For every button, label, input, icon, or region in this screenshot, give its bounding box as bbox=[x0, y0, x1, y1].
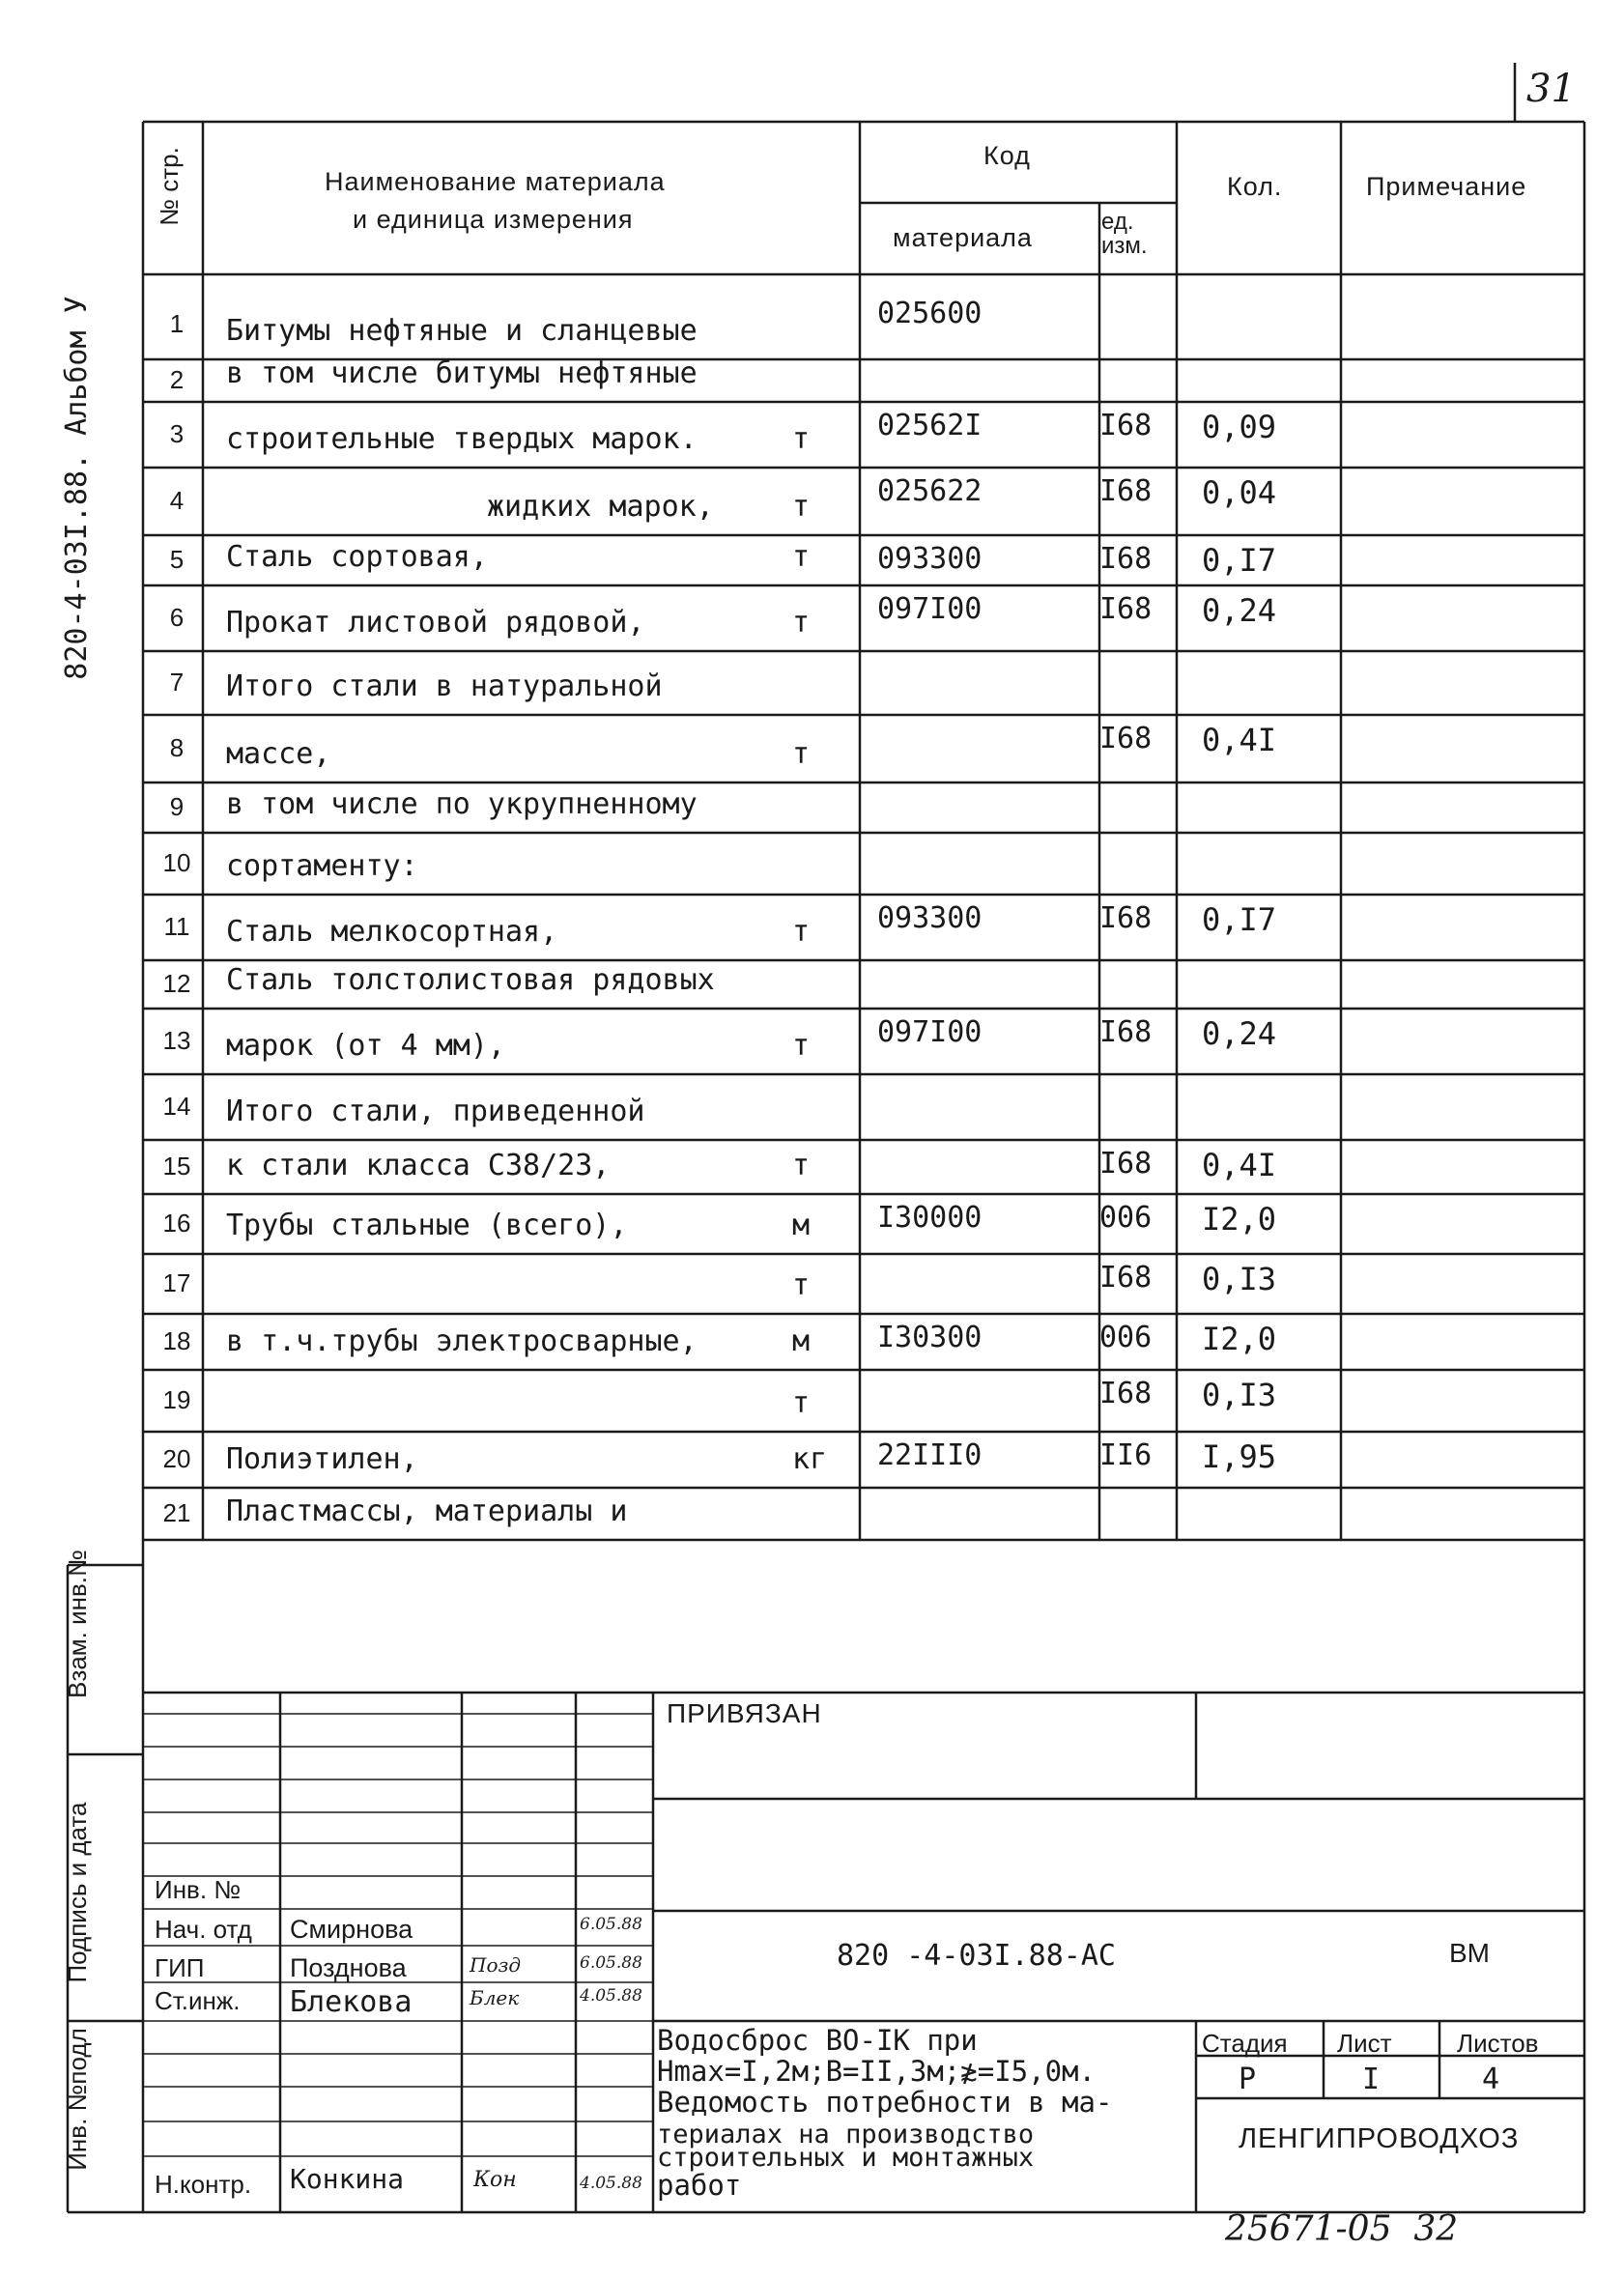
material-name: в том числе битумы нефтяные bbox=[226, 356, 698, 390]
stamp-sheets-label: Листов bbox=[1457, 2029, 1539, 2058]
signer-date: 6.05.88 bbox=[580, 1915, 642, 1934]
unit-code: I68 bbox=[1099, 542, 1153, 576]
row-number: 7 bbox=[169, 668, 185, 697]
row-number: 1 bbox=[169, 309, 185, 338]
row-number: 17 bbox=[162, 1268, 191, 1297]
signer-name: Позднова bbox=[290, 1953, 407, 1982]
material-name: Итого стали в натуральной bbox=[226, 669, 663, 703]
stamp-control-name: Конкина bbox=[290, 2163, 405, 2195]
row-number: 9 bbox=[169, 792, 185, 821]
row-number: 2 bbox=[169, 365, 185, 394]
material-code: I30300 bbox=[877, 1321, 983, 1354]
material-name: Сталь толстолистовая рядовых bbox=[226, 963, 715, 997]
row-number: 10 bbox=[162, 848, 191, 877]
header-name-line2: и единица измерения bbox=[353, 205, 634, 234]
material-name: строительные твердых марок. bbox=[226, 422, 698, 456]
page-number: 31 bbox=[1526, 67, 1576, 111]
stamp-stage-value: Р bbox=[1239, 2063, 1257, 2096]
title-line: Водосброс ВО-IК при bbox=[657, 2024, 978, 2057]
unit-of-measure: т bbox=[792, 737, 811, 771]
stamp-mark: ВМ bbox=[1449, 1938, 1490, 1968]
stamp-privyazan: ПРИВЯЗАН bbox=[667, 1698, 822, 1728]
material-code: 02562I bbox=[877, 409, 983, 442]
row-number: 13 bbox=[162, 1026, 191, 1055]
signer-signature: Блек bbox=[470, 1986, 520, 2009]
signer-name: Блекова bbox=[290, 1985, 413, 2019]
material-name: Итого стали, приведенной bbox=[226, 1095, 645, 1128]
margin-inv-podl: Инв. №подл bbox=[63, 2028, 92, 2171]
header-row-number: № стр. bbox=[155, 147, 184, 226]
unit-code: I68 bbox=[1099, 592, 1153, 626]
material-code: 22III0 bbox=[877, 1438, 983, 1472]
material-name: Сталь мелкосортная, bbox=[226, 915, 558, 949]
row-number: 18 bbox=[162, 1326, 191, 1355]
stamp-sheet-label: Лист bbox=[1337, 2029, 1392, 2058]
material-name: Сталь сортовая, bbox=[226, 540, 488, 574]
unit-code: I68 bbox=[1099, 409, 1153, 442]
material-name: в т.ч.трубы электросварные, bbox=[226, 1324, 698, 1358]
signer-role: Ст.инж. bbox=[155, 1986, 241, 2015]
material-name: марок (от 4 мм), bbox=[226, 1029, 505, 1063]
material-name: Битумы нефтяные и сланцевые bbox=[226, 314, 698, 348]
unit-of-measure: м bbox=[792, 1209, 811, 1242]
quantity: 0,09 bbox=[1202, 409, 1277, 445]
unit-of-measure: т bbox=[792, 1386, 811, 1420]
material-name: массе, bbox=[226, 737, 331, 771]
header-code-material: материала bbox=[893, 223, 1033, 252]
unit-of-measure: м bbox=[792, 1324, 811, 1358]
material-name: Полиэтилен, bbox=[226, 1442, 418, 1476]
unit-of-measure: кг bbox=[792, 1442, 828, 1476]
row-number: 11 bbox=[163, 912, 190, 941]
quantity: 0,4I bbox=[1202, 1147, 1277, 1183]
unit-of-measure: т bbox=[792, 490, 811, 524]
title-line: Hmax=I,2м;B=II,3м;≵=I5,0м. bbox=[657, 2055, 1096, 2088]
signer-date: 6.05.88 bbox=[580, 1953, 642, 1973]
row-number: 16 bbox=[162, 1209, 191, 1238]
stamp-designation: 820 -4-03I.88-АС bbox=[837, 1939, 1116, 1973]
material-name: Прокат листовой рядовой, bbox=[226, 606, 645, 640]
material-name: в том числе по укрупненному bbox=[226, 787, 698, 821]
unit-code: I68 bbox=[1099, 901, 1153, 935]
signer-name: Смирнова bbox=[290, 1915, 413, 1944]
stamp-sheets-value: 4 bbox=[1482, 2063, 1500, 2096]
material-code: 025622 bbox=[877, 474, 983, 508]
row-number: 12 bbox=[162, 969, 191, 998]
row-number: 5 bbox=[169, 545, 185, 574]
stamp-control-date: 4.05.88 bbox=[580, 2174, 642, 2193]
quantity: 0,24 bbox=[1202, 1015, 1277, 1052]
unit-of-measure: т bbox=[792, 1149, 811, 1182]
unit-code: I68 bbox=[1099, 474, 1153, 508]
bottom-archive-number: 25671-05 32 bbox=[1225, 2209, 1459, 2249]
row-number: 14 bbox=[162, 1092, 191, 1121]
quantity: 0,04 bbox=[1202, 474, 1277, 511]
margin-podpis-data: Подпись и дата bbox=[63, 1802, 92, 1983]
title-line: Ведомость потребности в ма- bbox=[657, 2086, 1113, 2119]
row-number: 3 bbox=[169, 419, 185, 448]
material-code: I30000 bbox=[877, 1201, 983, 1235]
stamp-sheet-value: I bbox=[1362, 2063, 1381, 2096]
unit-of-measure: т bbox=[792, 1029, 811, 1063]
unit-of-measure: т bbox=[792, 1268, 811, 1302]
row-number: 8 bbox=[169, 733, 185, 762]
margin-vzam-inv: Взам. инв.№ bbox=[63, 1550, 92, 1698]
row-number: 21 bbox=[162, 1498, 191, 1527]
quantity: 0,24 bbox=[1202, 592, 1277, 629]
signer-role: Нач. отд bbox=[155, 1915, 252, 1944]
material-code: 097I00 bbox=[877, 592, 983, 626]
album-side-label: 820-4-03I.88. Альбом У bbox=[60, 296, 94, 680]
header-code-unit: ед. изм. bbox=[1101, 209, 1148, 260]
unit-code: 006 bbox=[1099, 1201, 1153, 1235]
material-name: к стали класса С38/23, bbox=[226, 1149, 611, 1182]
unit-code: I68 bbox=[1099, 1377, 1153, 1410]
title-line: строительных и монтажных bbox=[657, 2143, 1035, 2173]
signer-signature: Позд bbox=[470, 1953, 522, 1977]
header-code: Код bbox=[983, 141, 1031, 170]
row-number: 20 bbox=[162, 1444, 191, 1473]
unit-of-measure: т bbox=[792, 540, 811, 574]
page-number-mark bbox=[1507, 58, 1546, 126]
quantity: 0,I3 bbox=[1202, 1377, 1277, 1413]
material-code: 093300 bbox=[877, 542, 983, 576]
title-line: работ bbox=[657, 2169, 742, 2202]
header-name-line1: Наименование материала bbox=[325, 167, 666, 196]
unit-code: II6 bbox=[1099, 1438, 1153, 1472]
material-code: 093300 bbox=[877, 901, 983, 935]
unit-of-measure: т bbox=[792, 915, 811, 949]
quantity: I2,0 bbox=[1202, 1321, 1277, 1357]
quantity: 0,I7 bbox=[1202, 542, 1277, 579]
unit-code: I68 bbox=[1099, 1015, 1153, 1049]
row-number: 15 bbox=[162, 1152, 191, 1181]
unit-code: I68 bbox=[1099, 1147, 1153, 1181]
material-name: жидких марок, bbox=[487, 490, 714, 524]
signer-date: 4.05.88 bbox=[580, 1986, 642, 2006]
material-code: 025600 bbox=[877, 297, 983, 330]
stamp-control-role: Н.контр. bbox=[155, 2170, 252, 2199]
unit-code: I68 bbox=[1099, 722, 1153, 755]
title-line: териалах на производство bbox=[657, 2120, 1035, 2149]
quantity: I,95 bbox=[1202, 1438, 1277, 1475]
quantity: 0,I7 bbox=[1202, 901, 1277, 938]
row-number: 19 bbox=[162, 1385, 191, 1414]
stamp-stage-label: Стадия bbox=[1202, 2029, 1288, 2058]
stamp-inv-no: Инв. № bbox=[155, 1875, 242, 1904]
unit-of-measure: т bbox=[792, 422, 811, 456]
quantity: 0,4I bbox=[1202, 722, 1277, 758]
quantity: 0,I3 bbox=[1202, 1261, 1277, 1297]
stamp-organization: ЛЕНГИПРОВОДХОЗ bbox=[1239, 2123, 1520, 2154]
material-code: 097I00 bbox=[877, 1015, 983, 1049]
signer-role: ГИП bbox=[155, 1953, 205, 1982]
material-name: сортаменту: bbox=[226, 849, 418, 883]
quantity: I2,0 bbox=[1202, 1201, 1277, 1238]
material-name: Пластмассы, материалы и bbox=[226, 1494, 628, 1528]
row-number: 4 bbox=[169, 486, 185, 515]
row-number: 6 bbox=[169, 603, 185, 632]
unit-of-measure: т bbox=[792, 606, 811, 640]
material-name: Трубы стальные (всего), bbox=[226, 1209, 628, 1242]
unit-code: I68 bbox=[1099, 1261, 1153, 1295]
header-note: Примечание bbox=[1366, 172, 1527, 201]
unit-code: 006 bbox=[1099, 1321, 1153, 1354]
header-qty: Кол. bbox=[1227, 172, 1283, 201]
stamp-control-signature: Кон bbox=[473, 2168, 517, 2192]
